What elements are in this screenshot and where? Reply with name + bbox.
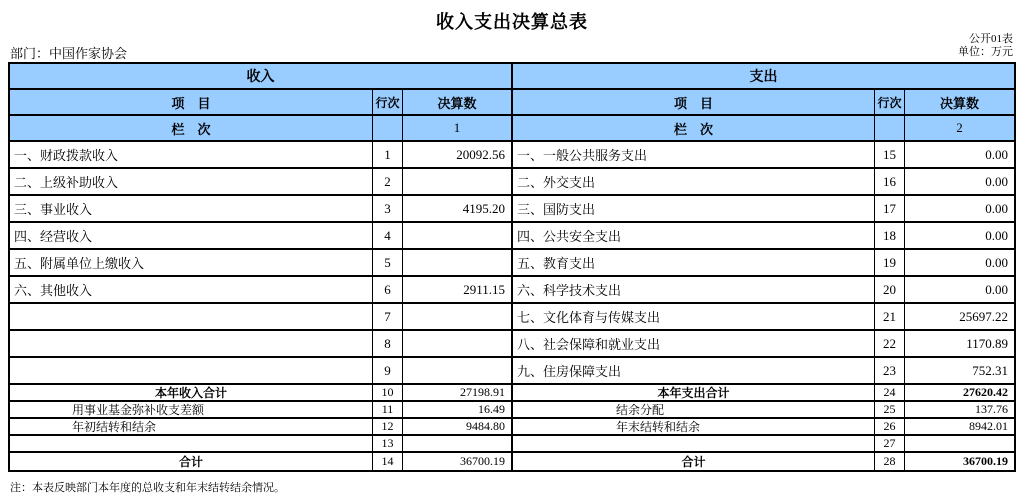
table-row [10,223,1014,250]
expense-amount-cell: 0.00 [905,250,1014,277]
income-item-cell: 用事业基金弥补收支差额 [10,402,373,419]
income-rowno-cell: 10 [373,385,403,402]
income-amount-cell: 36700.19 [403,453,513,470]
table-row [10,196,1014,223]
table-row [10,169,1014,196]
income-rowno-cell: 5 [373,250,403,277]
expense-rowno-cell: 28 [875,453,905,470]
expense-rowno-cell: 26 [875,419,905,436]
expense-rowno-cell: 25 [875,402,905,419]
expense-amount-cell: 27620.42 [905,385,1014,402]
income-section-header: 收入 [10,64,513,90]
expense-index-label: 栏 次 [513,116,875,142]
expense-item-cell: 六、科学技术支出 [513,277,875,304]
table-row [10,304,1014,331]
footnote: 注：本表反映部门本年度的总收支和年末结转结余情况。 [10,482,285,494]
income-amount-cell [403,304,513,331]
expense-amount-cell: 137.76 [905,402,1014,419]
expense-item-cell: 四、公共安全支出 [513,223,875,250]
table-row [10,385,1014,402]
income-amount-cell: 20092.56 [403,142,513,169]
income-item-cell: 一、财政拨款收入 [10,142,373,169]
expense-amount-cell: 0.00 [905,142,1014,169]
expense-amount-cell: 1170.89 [905,331,1014,358]
income-rowno-cell: 1 [373,142,403,169]
column-header-row [10,90,1014,116]
income-item-cell: 合计 [10,453,373,470]
expense-item-cell [513,436,875,453]
income-amount-cell [403,358,513,385]
expense-item-cell: 七、文化体育与传媒支出 [513,304,875,331]
income-amount-cell: 2911.15 [403,277,513,304]
expense-item-cell: 八、社会保障和就业支出 [513,331,875,358]
income-rowno-cell: 8 [373,331,403,358]
table-row [10,142,1014,169]
expense-amount-cell: 0.00 [905,196,1014,223]
expense-rowno-cell: 24 [875,385,905,402]
expense-amount-cell: 752.31 [905,358,1014,385]
expense-amount-cell: 25697.22 [905,304,1014,331]
table-row [10,250,1014,277]
income-index-number: 1 [403,116,513,142]
income-amount-cell [403,331,513,358]
department-label: 部门：中国作家协会 [10,46,128,61]
income-rowno-cell: 7 [373,304,403,331]
unit-label: 单位：万元 [958,46,1013,58]
income-amount-cell [403,223,513,250]
expense-section-header: 支出 [513,64,1014,90]
table-row [10,402,1014,419]
income-item-cell: 五、附属单位上缴收入 [10,250,373,277]
expense-item-cell: 年末结转和结余 [513,419,875,436]
income-index-blank [373,116,403,142]
income-item-cell: 本年收入合计 [10,385,373,402]
column-index-row [10,116,1014,142]
expense-rowno-cell: 18 [875,223,905,250]
income-rowno-cell: 6 [373,277,403,304]
expense-item-cell: 二、外交支出 [513,169,875,196]
table-row [10,358,1014,385]
income-item-cell: 年初结转和结余 [10,419,373,436]
expense-item-header: 项 目 [513,90,875,116]
expense-index-blank [875,116,905,142]
income-rowno-cell: 4 [373,223,403,250]
income-rowno-cell: 12 [373,419,403,436]
table-row [10,419,1014,436]
income-item-cell: 四、经营收入 [10,223,373,250]
expense-rowno-cell: 21 [875,304,905,331]
expense-amount-cell [905,436,1014,453]
income-rowno-cell: 13 [373,436,403,453]
income-rowno-cell: 14 [373,453,403,470]
income-item-cell [10,331,373,358]
expense-item-cell: 合计 [513,453,875,470]
income-amount-cell: 9484.80 [403,419,513,436]
expense-amount-cell: 0.00 [905,169,1014,196]
income-rowno-cell: 11 [373,402,403,419]
expense-index-number: 2 [905,116,1014,142]
income-item-cell: 六、其他收入 [10,277,373,304]
income-rowno-cell: 9 [373,358,403,385]
table-row [10,277,1014,304]
income-amount-cell: 27198.91 [403,385,513,402]
expense-rowno-cell: 20 [875,277,905,304]
income-amount-cell [403,250,513,277]
expense-rowno-cell: 17 [875,196,905,223]
income-rowno-cell: 3 [373,196,403,223]
expense-item-cell: 一、一般公共服务支出 [513,142,875,169]
page-title: 收入支出决算总表 [436,12,588,32]
income-amount-header: 决算数 [403,90,513,116]
expense-item-cell: 结余分配 [513,402,875,419]
section-header-row [10,64,1014,90]
table-code: 公开01表 [969,33,1013,45]
income-item-header: 项 目 [10,90,373,116]
expense-item-cell: 九、住房保障支出 [513,358,875,385]
income-item-cell: 二、上级补助收入 [10,169,373,196]
income-item-cell [10,304,373,331]
table-row [10,436,1014,453]
income-amount-cell [403,436,513,453]
expense-amount-cell: 0.00 [905,277,1014,304]
expense-amount-cell: 36700.19 [963,454,1008,468]
table-row [10,453,1014,470]
income-rowno-header: 行次 [373,90,403,116]
table-rows [10,142,1014,470]
expense-rowno-cell: 15 [875,142,905,169]
income-item-cell: 三、事业收入 [10,196,373,223]
income-rowno-cell: 2 [373,169,403,196]
expense-amount-header: 决算数 [905,90,1014,116]
income-item-cell [10,436,373,453]
expense-rowno-cell: 23 [875,358,905,385]
expense-amount-cell: 0.00 [905,223,1014,250]
income-index-label: 栏 次 [10,116,373,142]
expense-item-cell: 五、教育支出 [513,250,875,277]
table-row [10,331,1014,358]
expense-item-cell: 本年支出合计 [513,385,875,402]
income-amount-cell: 16.49 [403,402,513,419]
income-amount-cell: 4195.20 [403,196,513,223]
expense-rowno-cell: 16 [875,169,905,196]
expense-rowno-cell: 22 [875,331,905,358]
income-amount-cell [403,169,513,196]
expense-amount-cell: 8942.01 [905,419,1014,436]
expense-item-cell: 三、国防支出 [513,196,875,223]
income-item-cell [10,358,373,385]
expense-rowno-cell: 27 [875,436,905,453]
expense-rowno-cell: 19 [875,250,905,277]
expense-rowno-header: 行次 [875,90,905,116]
final-accounts-table [8,62,1016,472]
